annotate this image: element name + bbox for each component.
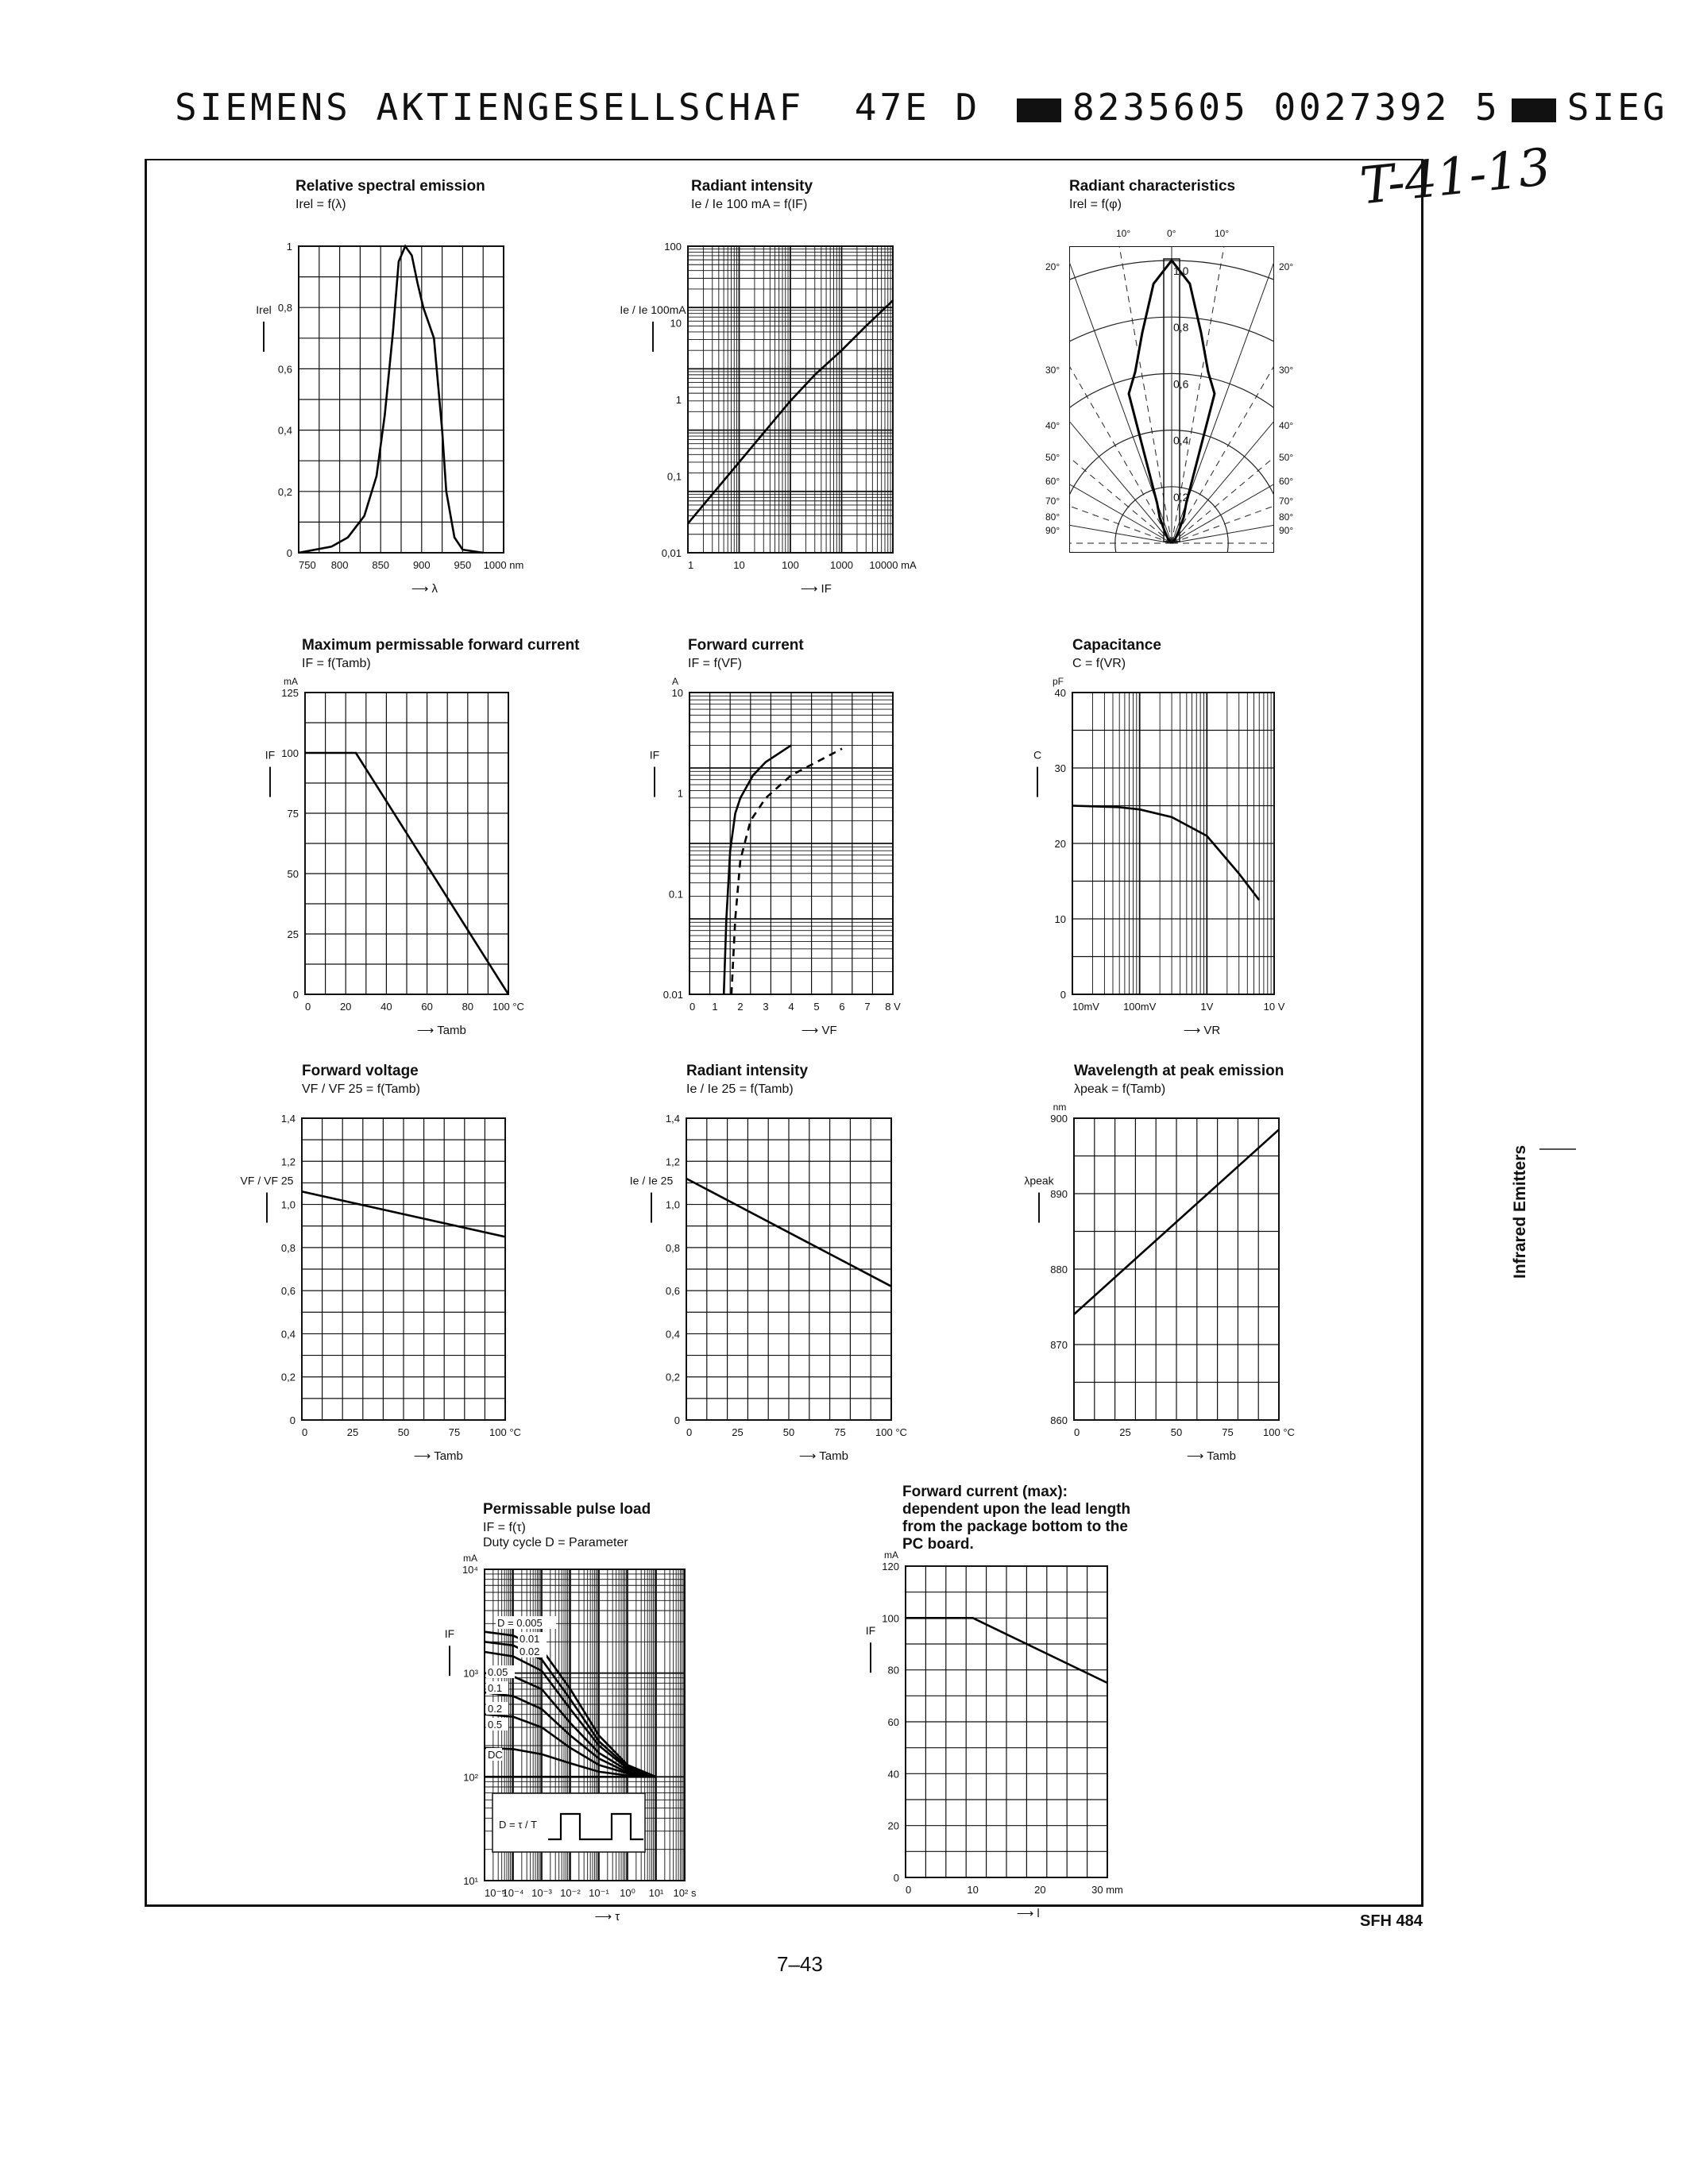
chart-subtitle: VF / VF 25 = f(Tamb)	[302, 1082, 420, 1096]
y-tick-label: 60	[887, 1716, 899, 1728]
angle-label: 50°	[1045, 452, 1060, 463]
y-unit: mA	[284, 676, 298, 687]
chart-grid	[1074, 1118, 1279, 1420]
y-tick-label: 1,2	[665, 1156, 680, 1168]
x-tick-label: 750	[299, 559, 316, 571]
side-tab	[1511, 1144, 1559, 1279]
x-tick-label: 20	[1034, 1884, 1046, 1896]
x-tick-label: 100 °C	[492, 1001, 524, 1013]
chart-svg	[865, 1549, 1123, 1920]
margin-mark	[1539, 1148, 1576, 1150]
x-axis-label: ⟶ Tamb	[798, 1449, 848, 1463]
chart-title: Radiant intensity	[686, 1063, 809, 1079]
x-tick-label: 10⁻⁴	[502, 1887, 524, 1899]
angle-label: 70°	[1279, 496, 1294, 507]
y-tick-label: 0,1	[666, 470, 682, 483]
chart-svg	[649, 676, 901, 1037]
x-tick-label: 900	[412, 559, 431, 571]
x-tick-label: 20	[339, 1001, 352, 1013]
chart-svg	[256, 241, 524, 596]
y-tick-label: 0,2	[665, 1371, 680, 1383]
header-code3: SIEG	[1566, 86, 1668, 129]
y-tick-label: 50	[287, 868, 299, 880]
x-tick-label: 800	[330, 559, 349, 571]
curve-label: 0.2	[488, 1703, 503, 1715]
chart-title: Forward voltage	[302, 1063, 419, 1079]
y-unit: nm	[1053, 1102, 1067, 1113]
chart-panel-1	[256, 178, 524, 596]
inset-formula: D = τ / T	[499, 1819, 538, 1831]
y-tick-label: 0	[674, 1414, 680, 1426]
chart-subtitle: IF = f(VF)	[688, 657, 742, 670]
x-tick-label: 10¹	[648, 1887, 664, 1899]
chart-subtitle: IF = f(τ) Duty cycle D = Parameter	[483, 1521, 628, 1549]
x-tick-label: 75	[834, 1426, 846, 1438]
y-tick-label: 0,2	[277, 485, 292, 498]
header-code1: 47E D	[854, 86, 981, 129]
y-tick-label: 1,0	[665, 1198, 680, 1211]
y-tick-label: 870	[1050, 1339, 1068, 1351]
chart-grid	[1072, 693, 1274, 994]
x-tick-label: 10⁻¹	[589, 1887, 609, 1899]
x-tick-label: 50	[1170, 1426, 1183, 1438]
chart-svg	[1033, 676, 1285, 1037]
chart-panel-10	[444, 1501, 697, 1924]
x-tick-label: 10	[733, 559, 745, 571]
angle-label: 40°	[1279, 420, 1294, 431]
x-tick-label: 2	[737, 1001, 744, 1013]
x-axis-label: ⟶ Tamb	[413, 1449, 463, 1463]
x-tick-label: 100 °C	[1263, 1426, 1295, 1438]
y-tick-label: 30	[1054, 762, 1066, 774]
angle-label: 80°	[1279, 511, 1294, 523]
chart-panel-5	[649, 637, 901, 1037]
y-axis-label: λpeak	[1024, 1174, 1054, 1187]
y-tick-label: 1,4	[280, 1113, 295, 1125]
x-axis-label: ⟶ VR	[1183, 1024, 1221, 1037]
y-tick-label: 10	[670, 317, 682, 330]
x-tick-label: 5	[813, 1001, 820, 1013]
y-tick-label: 125	[281, 687, 299, 699]
y-tick-label: 0,4	[277, 424, 292, 437]
x-tick-label: 4	[788, 1001, 794, 1013]
x-tick-label: 10 V	[1263, 1001, 1285, 1013]
document-header	[175, 86, 1668, 129]
y-tick-label: 0	[292, 989, 299, 1001]
y-tick-label: 120	[882, 1561, 899, 1572]
angle-label: 10°	[1215, 228, 1230, 239]
y-tick-label: 1,4	[665, 1113, 680, 1125]
polar-angle-labels	[1045, 228, 1294, 553]
y-tick-label: 0,8	[665, 1241, 680, 1254]
y-tick-label: 1,0	[280, 1198, 295, 1211]
y-tick-label: 1,2	[280, 1156, 295, 1168]
chart-panel-2	[620, 178, 917, 596]
side-tab-label: Infrared Emitters	[1511, 1144, 1529, 1279]
y-tick-label: 0.01	[662, 989, 683, 1001]
series-line-1	[1072, 806, 1259, 901]
y-tick-label: 1	[677, 787, 683, 800]
chart-title: Permissable pulse load	[483, 1501, 651, 1518]
y-tick-label: 0,8	[280, 1241, 295, 1254]
y-tick-label: 0,4	[280, 1328, 295, 1341]
angle-label: 20°	[1279, 261, 1294, 272]
chart-subtitle: Irel = f(φ)	[1069, 198, 1122, 211]
x-tick-label: 0	[906, 1884, 912, 1896]
chart-grid	[906, 1566, 1107, 1877]
x-tick-label: 3	[763, 1001, 769, 1013]
y-unit: mA	[463, 1553, 477, 1564]
x-tick-label: 0	[686, 1426, 693, 1438]
page-number: 7–43	[777, 1952, 823, 1976]
x-tick-label: 100	[782, 559, 799, 571]
y-tick-label: 0	[1060, 989, 1066, 1001]
x-tick-label: 10⁻²	[560, 1887, 581, 1899]
header-company: SIEMENS AKTIENGESELLSCHAF	[175, 86, 805, 129]
chart-subtitle: Ie / Ie 25 = f(Tamb)	[686, 1082, 794, 1096]
x-axis-label: ⟶ Tamb	[416, 1024, 466, 1037]
x-tick-label: 25	[1119, 1426, 1131, 1438]
x-tick-label: 75	[448, 1426, 461, 1438]
y-tick-label: 10⁴	[462, 1564, 478, 1576]
x-tick-label: 1	[688, 559, 694, 571]
y-tick-label: 0,2	[280, 1371, 295, 1383]
header-block-mark	[1017, 98, 1061, 122]
curve-label: 0.02	[520, 1646, 540, 1657]
x-tick-label: 75	[1222, 1426, 1234, 1438]
x-tick-label: 50	[782, 1426, 795, 1438]
y-tick-label: 100	[882, 1612, 899, 1625]
chart-subtitle: C = f(VR)	[1072, 657, 1126, 670]
y-tick-label: 75	[287, 808, 299, 820]
x-tick-label: 850	[372, 559, 390, 571]
y-tick-label: 0,4	[665, 1328, 680, 1341]
x-tick-label: 25	[346, 1426, 359, 1438]
chart-svg	[620, 241, 917, 596]
y-tick-label: 880	[1050, 1264, 1068, 1275]
x-axis-label: ⟶ l	[1016, 1907, 1040, 1920]
chart-title: Radiant characteristics	[1069, 178, 1236, 195]
chart-svg	[444, 1553, 697, 1924]
y-tick-label: 20	[887, 1819, 899, 1832]
y-axis-label: IF	[649, 748, 660, 762]
angle-label: 30°	[1045, 365, 1060, 376]
x-tick-label: 10	[967, 1884, 979, 1896]
y-tick-label: 1	[675, 394, 682, 406]
radial-label: 0,2	[1173, 490, 1189, 504]
angle-label: 10°	[1116, 228, 1131, 239]
y-axis-label: Ie / Ie 100mA	[620, 303, 686, 316]
y-tick-label: 100	[281, 747, 299, 759]
angle-label: 60°	[1279, 476, 1294, 487]
x-tick-label: 100 °C	[489, 1426, 521, 1438]
x-tick-label: 80	[462, 1001, 474, 1013]
angle-label: 0°	[1167, 228, 1176, 239]
curve-label: 0.01	[520, 1633, 540, 1645]
x-tick-label: 1V	[1200, 1001, 1214, 1013]
x-tick-label: 100 °C	[875, 1426, 907, 1438]
x-tick-label: 60	[421, 1001, 433, 1013]
y-tick-label: 0,6	[665, 1285, 680, 1298]
radial-label: 0,6	[1173, 377, 1189, 391]
chart-svg	[265, 676, 524, 1037]
y-tick-label: 10	[671, 687, 683, 699]
y-tick-label: 0	[286, 547, 292, 559]
y-tick-label: 10¹	[463, 1875, 478, 1887]
handwritten-note: T-41-13	[1357, 137, 1554, 217]
x-axis-label: ⟶ τ	[594, 1910, 620, 1924]
series-line-1	[724, 745, 791, 994]
chart-title: Forward current	[688, 637, 804, 654]
curve-label: 0.1	[488, 1682, 503, 1694]
y-unit: mA	[884, 1549, 898, 1561]
x-tick-label: 6	[839, 1001, 845, 1013]
x-tick-label: 25	[732, 1426, 744, 1438]
x-tick-label: 0	[1074, 1426, 1080, 1438]
x-tick-label: 8 V	[885, 1001, 901, 1013]
x-axis-label: ⟶ λ	[411, 582, 438, 596]
radial-label: 1,0	[1173, 264, 1189, 277]
angle-label: 50°	[1279, 452, 1294, 463]
y-axis-label: VF / VF 25	[240, 1174, 294, 1187]
x-tick-label: 10² s	[673, 1887, 697, 1899]
x-tick-label: 0	[305, 1001, 311, 1013]
chart-svg	[240, 1113, 521, 1463]
radial-label: 0,8	[1173, 321, 1189, 334]
chart-svg	[629, 1113, 907, 1463]
chart-grid	[299, 246, 504, 553]
y-axis-label: IF	[865, 1624, 876, 1638]
y-axis-label: IF	[444, 1627, 455, 1641]
chart-title: Forward current (max): dependent upon the lead length from the package bottom to the PC board.	[902, 1484, 1131, 1553]
angle-label: 90°	[1045, 525, 1060, 536]
x-tick-label: 10000 mA	[869, 559, 917, 571]
chart-subtitle: Ie / Ie 100 mA = f(IF)	[691, 198, 808, 211]
y-unit: A	[671, 676, 679, 687]
x-tick-label: 7	[864, 1001, 871, 1013]
x-tick-label: 1000 nm	[483, 559, 524, 571]
x-axis-label: ⟶ VF	[801, 1024, 837, 1037]
x-tick-label: 50	[397, 1426, 410, 1438]
y-tick-label: 890	[1050, 1188, 1068, 1200]
chart-panel-4	[265, 637, 580, 1037]
y-tick-label: 0,6	[280, 1285, 295, 1298]
y-axis-label: C	[1033, 748, 1042, 762]
y-unit: pF	[1052, 676, 1064, 687]
y-tick-label: 40	[887, 1768, 899, 1781]
chart-title: Wavelength at peak emission	[1074, 1063, 1284, 1079]
y-tick-label: 1	[286, 241, 292, 253]
chart-panel-3	[1045, 178, 1294, 553]
y-tick-label: 0,8	[277, 302, 292, 314]
chart-grid	[305, 693, 508, 994]
y-tick-label: 20	[1054, 838, 1066, 850]
chart-title: Maximum permissable forward current	[302, 637, 580, 654]
chart-panel-11	[865, 1484, 1131, 1920]
angle-label: 60°	[1045, 476, 1060, 487]
y-axis-label: Irel	[256, 303, 272, 316]
x-tick-label: 10⁻³	[531, 1887, 552, 1899]
x-tick-label: 0	[302, 1426, 308, 1438]
y-axis-label: IF	[265, 748, 276, 762]
chart-panel-8	[629, 1063, 907, 1463]
angle-label: 30°	[1279, 365, 1294, 376]
y-tick-label: 100	[664, 241, 682, 253]
x-tick-label: 10mV	[1072, 1001, 1099, 1013]
chart-subtitle: Irel = f(λ)	[295, 198, 346, 211]
x-tick-label: 10⁻⁵	[485, 1887, 506, 1899]
y-tick-label: 0,6	[277, 363, 292, 376]
header-block-mark-2	[1512, 98, 1556, 122]
chart-title: Capacitance	[1072, 637, 1161, 654]
y-tick-label: 80	[887, 1664, 899, 1677]
y-axis-label: Ie / Ie 25	[629, 1174, 674, 1187]
y-tick-label: 10²	[463, 1771, 478, 1784]
x-tick-label: 950	[454, 559, 472, 571]
y-tick-label: 10³	[463, 1667, 478, 1680]
radial-label: 0,4	[1173, 434, 1189, 447]
chart-title: Relative spectral emission	[295, 178, 485, 195]
y-tick-label: 10	[1054, 913, 1066, 925]
y-tick-label: 0	[893, 1872, 899, 1884]
x-tick-label: 40	[380, 1001, 392, 1013]
x-tick-label: 100mV	[1123, 1001, 1157, 1013]
y-tick-label: 0	[289, 1414, 295, 1426]
y-tick-label: 900	[1050, 1113, 1068, 1125]
y-tick-label: 0.1	[668, 888, 683, 901]
x-axis-label: ⟶ Tamb	[1186, 1449, 1236, 1463]
x-tick-label: 10⁰	[620, 1887, 635, 1899]
angle-label: 80°	[1045, 511, 1060, 523]
y-tick-label: 40	[1054, 687, 1066, 699]
model-number: SFH 484	[1360, 1912, 1423, 1930]
x-tick-label: 1	[712, 1001, 718, 1013]
chart-svg	[1024, 1102, 1295, 1463]
x-tick-label: 0	[689, 1001, 696, 1013]
chart-subtitle: λpeak = f(Tamb)	[1074, 1082, 1166, 1096]
chart-grid	[302, 1118, 505, 1420]
curve-label: D = 0.005	[497, 1617, 543, 1629]
chart-panel-7	[240, 1063, 521, 1463]
y-tick-label: 25	[287, 928, 299, 940]
x-tick-label: 30 mm	[1091, 1884, 1123, 1896]
chart-panel-9	[1024, 1063, 1295, 1463]
angle-label: 90°	[1279, 525, 1294, 536]
y-tick-label: 0,01	[661, 547, 682, 559]
x-tick-label: 1000	[830, 559, 853, 571]
angle-label: 20°	[1045, 261, 1060, 272]
y-tick-label: 860	[1050, 1414, 1068, 1426]
curve-label: 0.5	[488, 1719, 503, 1731]
chart-grid	[689, 693, 893, 994]
header-code2: 8235605 0027392 5	[1072, 86, 1501, 129]
chart-title: Radiant intensity	[691, 178, 813, 195]
x-axis-label: ⟶ IF	[800, 582, 832, 596]
chart-panel-6	[1033, 637, 1285, 1037]
angle-label: 40°	[1045, 420, 1060, 431]
chart-subtitle: IF = f(Tamb)	[302, 657, 371, 670]
curve-label: 0.05	[488, 1666, 508, 1678]
curve-label: DC	[488, 1749, 503, 1761]
angle-label: 70°	[1045, 496, 1060, 507]
